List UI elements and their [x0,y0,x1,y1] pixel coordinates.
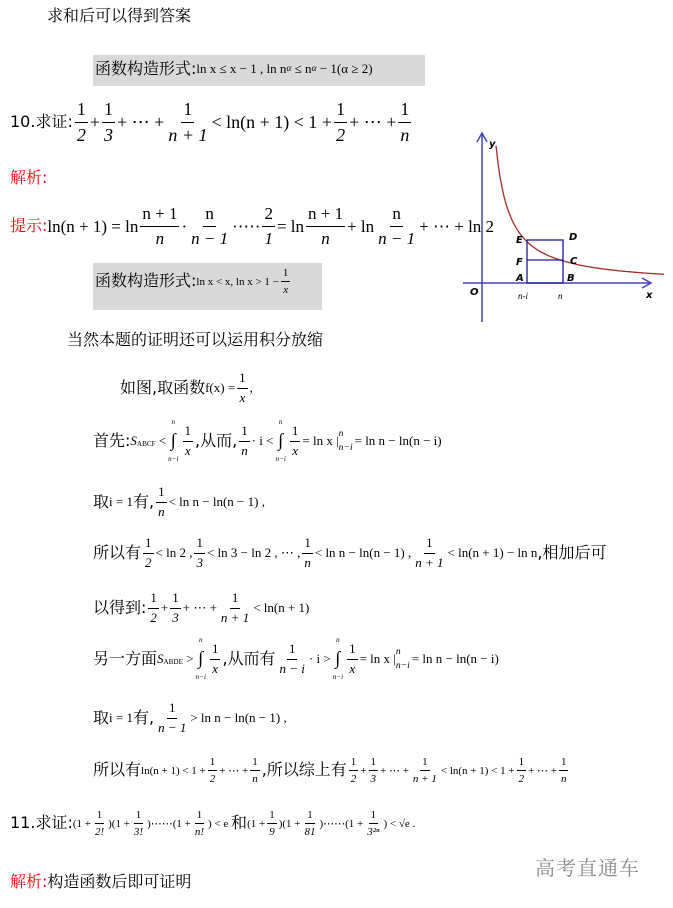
lower-limit: n−i [338,442,353,454]
numerator: 1 [167,700,178,719]
superscript: α [286,63,292,75]
denominator: x [283,284,289,297]
chinese-text: 如图,取函数 [120,377,206,397]
chinese-text: 函数构造形式: [95,59,197,78]
math-text: + ⋯ + [380,764,409,777]
denominator: 3 [172,609,179,625]
denominator: 2 [76,125,86,146]
math-text: + [360,764,367,777]
chinese-text: 当然本题的证明还可以运用积分放缩 [67,330,324,349]
label-y: y [489,139,496,150]
numerator: 1 [134,808,144,824]
label-e: E [516,235,523,246]
chinese-text: 所以有 [93,760,142,780]
math-text: = ln n − ln(n − i) [411,650,499,666]
denominator: n [304,554,311,570]
denominator: 3 [104,125,113,146]
numerator: 1 [156,484,167,503]
math-text: + ⋯ + [182,599,217,615]
math-text: < ln 2 , [155,544,193,560]
denominator: 2 [336,125,346,146]
math-text: . [409,817,416,830]
denominator: 2 [350,773,357,786]
denominator: n [252,773,258,786]
denominator: n [560,773,567,786]
denominator: x [239,389,246,405]
upper-limit: n [336,636,340,644]
math-text: ln(n + 1) < 1 + [141,764,206,777]
label-n: n [558,291,563,301]
math-text: )⋯⋯(1 + [319,817,364,830]
numerator: 1 [170,590,181,609]
math-text: ) < e [208,817,232,830]
denominator: n + 1 [168,125,208,146]
numerator: 1 [183,423,194,442]
math-text: < ln(n + 1) < 1 + [440,764,515,777]
denominator: x [292,442,299,458]
denominator: n − 1 [378,229,416,249]
subscript: ABCF [136,440,156,449]
numerator: 1 [208,755,218,771]
label-a: A [516,273,524,284]
math-text: < ln(n + 1) [253,599,310,615]
numerator: 1 [102,98,115,123]
curve-1-over-x [496,146,664,275]
upper-limit: n [171,418,176,426]
denominator: 1 [264,229,273,249]
chinese-text: 10.求证: [10,112,73,132]
denominator: n − 1 [158,719,187,735]
lower-limit: n−i [195,672,206,681]
watermark: 高考直通车 [535,856,640,880]
denominator: 81 [304,826,316,839]
integral-sign-icon: ∫ [335,648,341,669]
numerator: 1 [148,590,159,609]
numerator: 1 [194,535,205,554]
label-b: B [567,273,575,284]
math-text: ·⋯· [232,216,261,236]
numerator: 1 [181,98,194,123]
numerator: 1 [302,535,313,554]
numerator: n + 1 [306,203,345,227]
math-text: i = 1 [109,709,133,725]
upper-limit: n [198,636,203,644]
numerator: 1 [347,641,358,660]
denominator: n [400,125,410,146]
lower-limit: n−i [275,454,286,463]
chinese-text: ,所以综上有 [261,760,347,780]
red-label: 提示: [10,216,48,236]
math-text: + ⋯ + [528,764,557,777]
math-text: ) < √e [383,817,410,830]
math-text: · [181,216,188,236]
numerator: 1 [517,755,527,771]
denominator: 3! [133,826,144,839]
superscript: α [311,63,317,75]
lower-limit: n−i [332,672,344,681]
math-text: ln(n + 1) = ln [47,216,139,236]
numerator: 1 [559,755,569,771]
numerator: 1 [420,755,430,771]
label-n-minus-i: n-i [518,291,528,301]
numerator: 1 [305,808,315,824]
math-text: ln x ≤ x − 1 , ln n [196,60,287,76]
lower-limit: n−i [168,454,179,463]
chinese-text: 和 [231,813,248,833]
symbol: S [130,432,137,448]
chinese-text: 首先: [93,430,131,450]
chinese-text: 有, [132,707,155,727]
math-text: = ln x | [302,432,339,448]
math-text: + ⋯ + [349,112,397,133]
red-label: 解析: [10,872,48,891]
math-text: (1 + [72,817,91,830]
math-text: + ln [347,216,375,236]
math-text: )⋯⋯(1 + [147,817,191,830]
lower-limit: n−i [395,660,410,672]
math-text: · i > [308,650,331,666]
numerator: 1 [369,755,379,771]
math-text: < ln(n + 1) − ln n [447,544,538,560]
math-text: + [160,599,169,615]
denominator: 3²ⁿ [367,826,380,839]
chinese-text: ,从而有 [222,648,276,668]
denominator: n [321,229,330,249]
red-label: 解析: [10,168,48,187]
math-text: = ln [276,216,304,236]
numerator: 1 [369,808,379,824]
math-text: − 1(α ≥ 2) [316,60,373,76]
math-text: , [249,379,253,395]
numerator: 1 [230,590,241,609]
math-text: < ln(n + 1) < 1 + [211,112,333,133]
denominator: n + 1 [415,554,444,570]
math-text: ≤ n [291,60,312,76]
denominator: x [212,660,219,676]
numerator: 1 [75,98,88,123]
denominator: 2 [150,609,157,625]
subscript: ABDE [163,658,183,667]
denominator: 2! [94,826,105,839]
label-x: x [646,290,653,301]
denominator: n + 1 [220,609,250,625]
numerator: 1 [210,641,221,660]
chinese-text: 取 [93,707,110,727]
numerator: 1 [250,755,260,771]
numerator: 1 [237,370,248,389]
math-text: · i < [251,432,274,448]
math-text: > ln n − ln(n − 1) , [190,709,287,725]
chinese-text: 11.求证: [10,813,73,833]
chinese-text: 有, [132,491,155,511]
math-text: i = 1 [109,493,133,509]
math-text: + ⋯ + [117,112,165,133]
upper-limit: n [338,427,344,439]
chinese-text: 所以有 [93,542,142,562]
math-text: )(1 + [278,817,301,830]
denominator: 3 [370,773,376,786]
numerator: 1 [195,808,205,824]
denominator: 9 [269,826,275,839]
denominator: n − 1 [191,229,229,249]
math-text: + ⋯ + [219,764,249,777]
integral-sign-icon: ∫ [278,430,284,451]
denominator: x [184,442,191,458]
chinese-text: 求和后可以得到答案 [47,6,192,25]
chinese-text: 另一方面 [93,648,158,668]
chinese-text: 函数构造形式: [95,271,197,291]
math-text: > [182,650,194,666]
math-text: f(x) = [205,379,236,395]
denominator: n! [194,826,205,839]
numerator: n [203,203,216,227]
denominator: n − i [279,660,305,676]
math-text: ln x < x, ln x > 1 − [196,275,279,288]
numerator: 1 [290,423,301,442]
upper-limit: n [278,418,283,426]
numerator: 1 [239,423,250,442]
numerator: 1 [349,755,359,771]
numerator: 1 [267,808,277,824]
numerator: n + 1 [140,203,179,227]
math-text: < [155,432,167,448]
label-o: O [470,287,479,298]
math-text: < ln n − ln(n − 1) , [168,493,265,509]
integral-sign-icon: ∫ [170,430,176,451]
label-d: D [569,232,578,243]
label-f: F [516,257,523,268]
math-text: + ⋯ + ln 2 [419,216,495,236]
numerator: 1 [398,98,411,123]
numerator: 2 [262,203,275,227]
symbol: S [157,650,164,666]
denominator: 2 [518,773,525,786]
math-text: < ln n − ln(n − 1) , [314,544,412,560]
denominator: n [241,442,248,458]
chinese-text: 以得到: [93,597,147,617]
denominator: 2 [209,773,216,786]
math-text: (1 + [247,817,266,830]
math-text: = ln x | [359,650,396,666]
chinese-text: ,从而, [195,430,238,450]
chinese-text: 取 [93,491,110,511]
integral-sign-icon: ∫ [198,648,204,669]
numerator: 1 [334,98,347,123]
math-text: = ln n − ln(n − i) [354,432,442,448]
math-text: )(1 + [108,817,130,830]
denominator: 2 [145,554,152,570]
numerator: 1 [143,535,154,554]
numerator: 1 [424,535,435,554]
numerator: n [390,203,403,227]
chinese-text: ,相加后可 [537,542,607,562]
math-text: + [89,112,100,133]
chinese-text: 构造函数后即可证明 [47,872,192,891]
denominator: n [158,503,165,519]
numerator: 1 [281,266,291,282]
label-c: C [570,256,578,267]
numerator: 1 [95,808,105,824]
numerator: 1 [287,641,298,660]
denominator: 3 [196,554,203,570]
denominator: n + 1 [412,773,437,786]
denominator: n [155,229,165,249]
denominator: x [349,660,356,676]
upper-limit: n [395,645,401,657]
math-text: < ln 3 − ln 2 , ⋯ , [206,544,301,560]
